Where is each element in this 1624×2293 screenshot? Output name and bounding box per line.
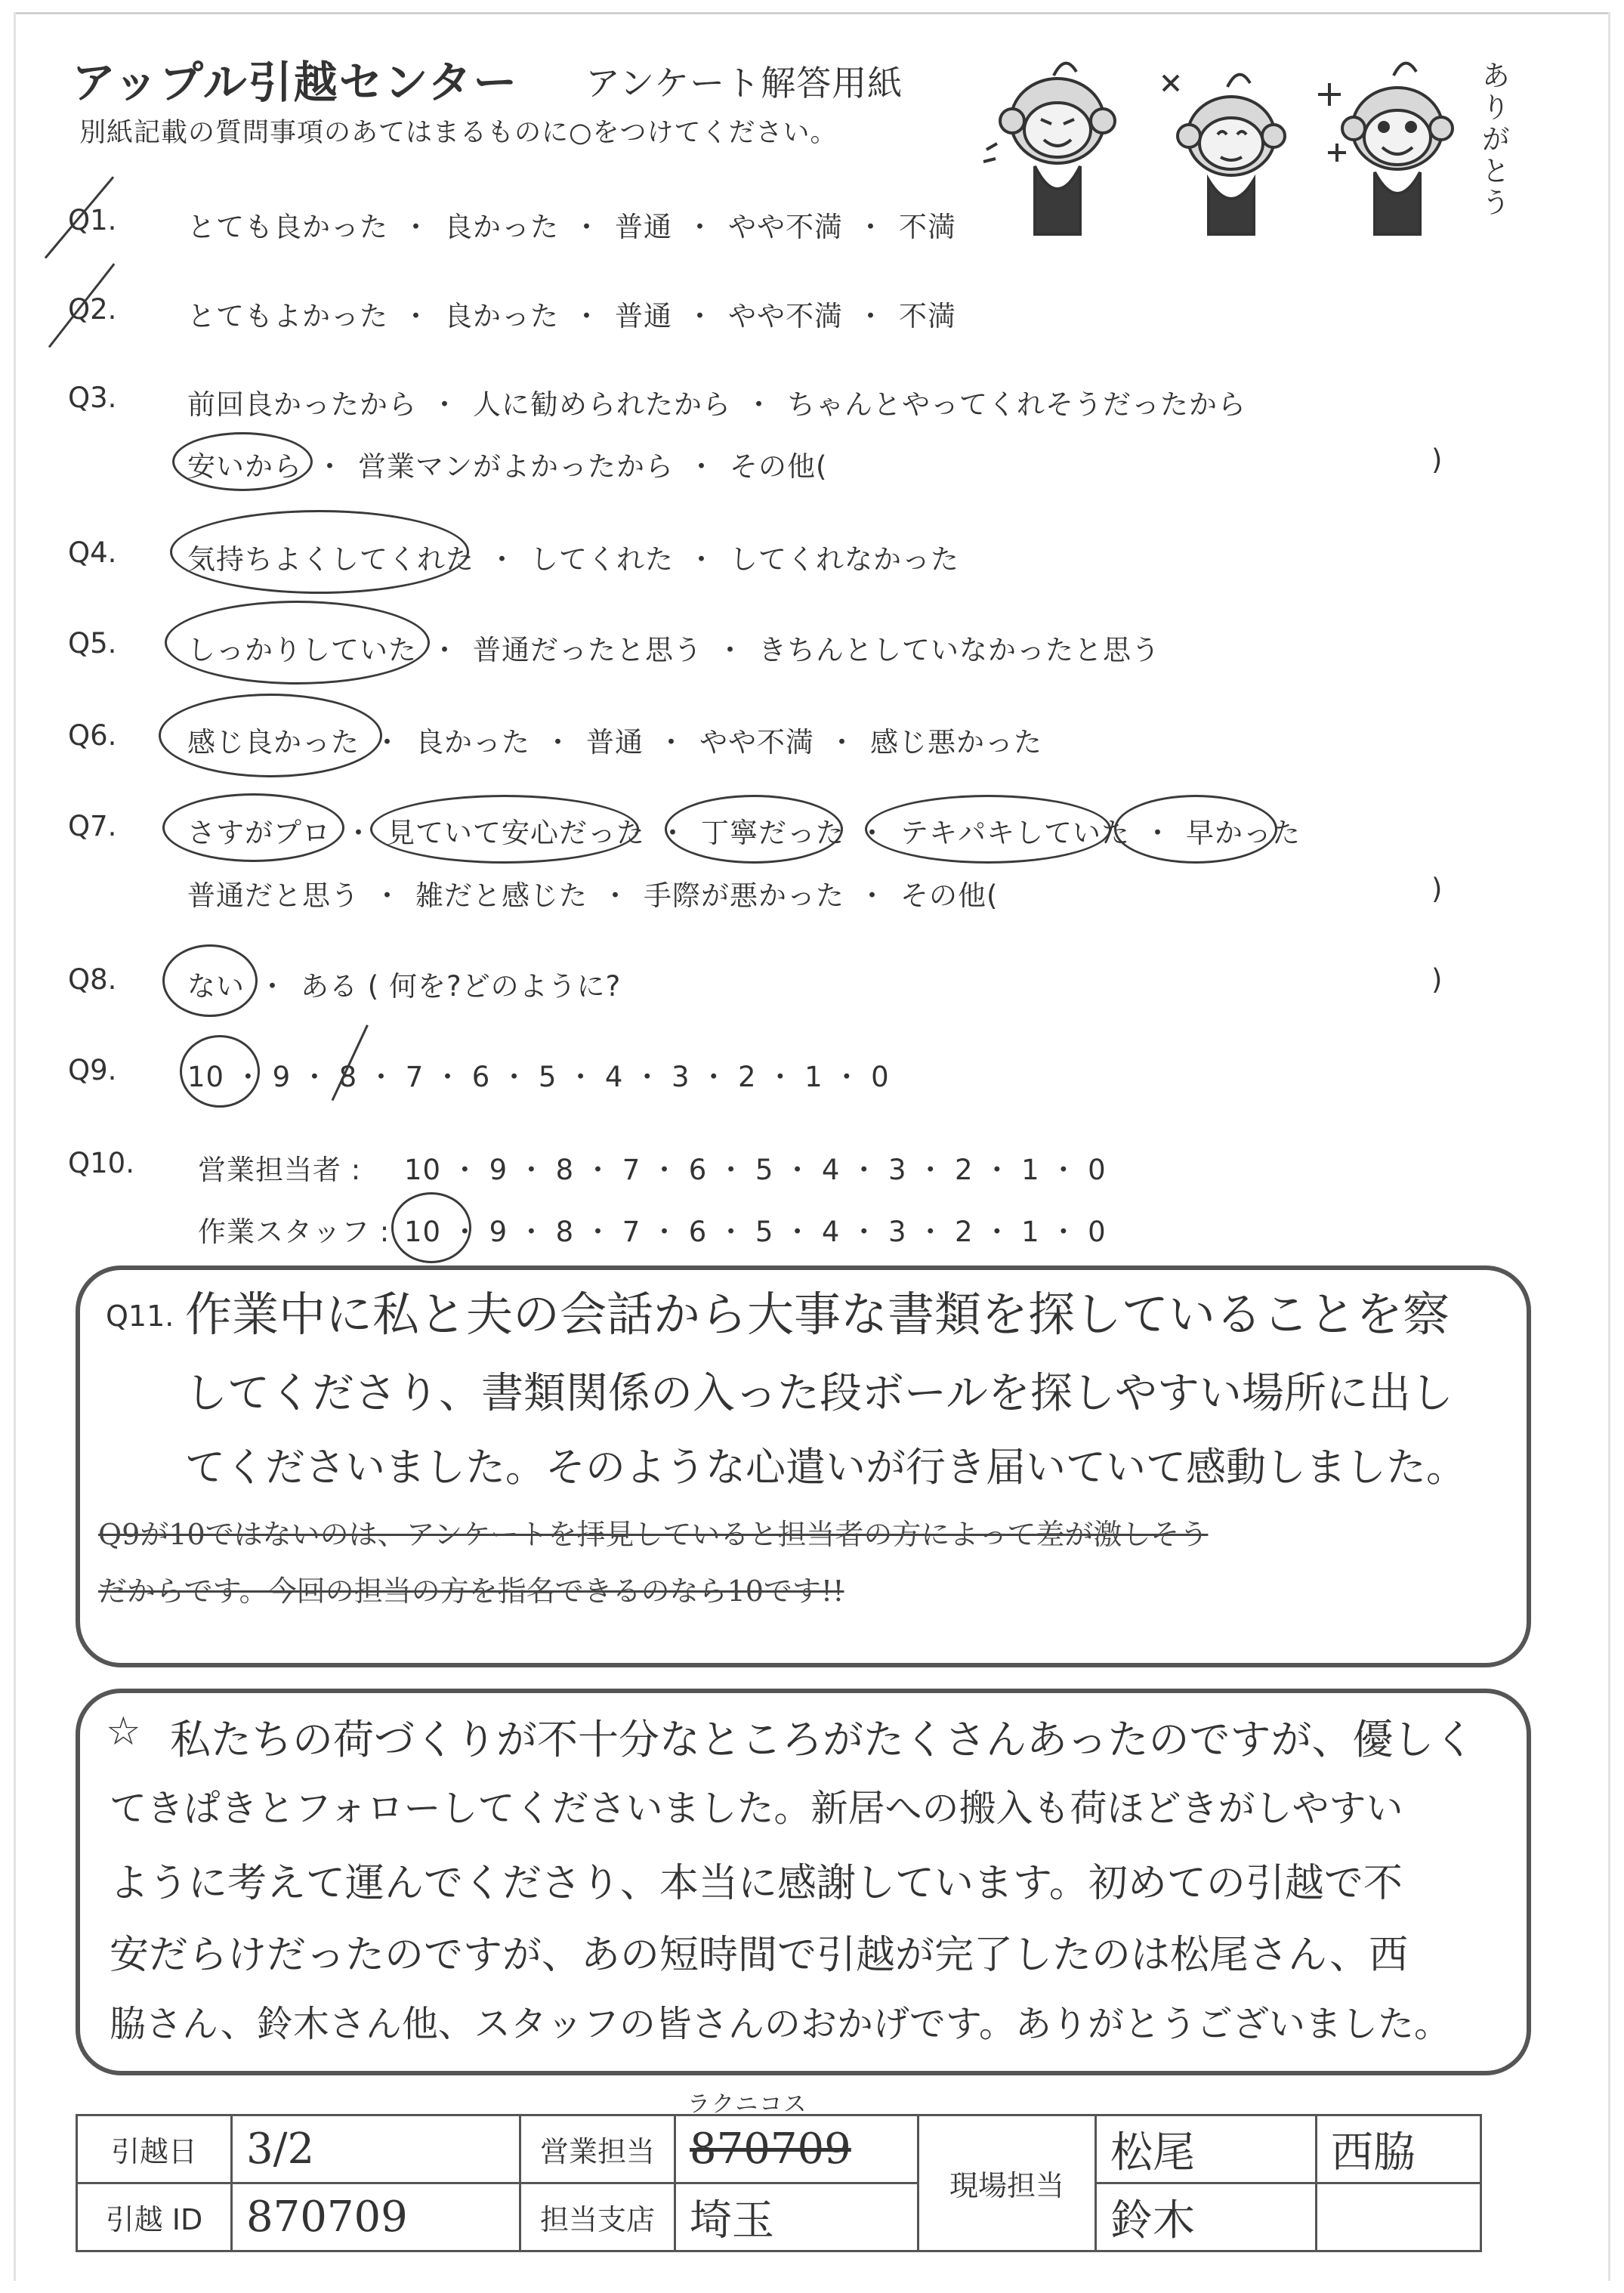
arigato-caption: ありがとう xyxy=(1477,60,1510,219)
q3-label: Q3. xyxy=(68,382,117,414)
q11-label: Q11. xyxy=(106,1299,174,1333)
q8-option[interactable]: ある ( 何を?どのように? xyxy=(301,970,622,1003)
star-mark: ☆ xyxy=(106,1709,141,1754)
site-staff-3: 鈴木 xyxy=(1096,2183,1317,2251)
comment-line-3: ように考えて運んでくださり、本当に感謝しています。初めての引越で不 xyxy=(110,1861,1403,1906)
move-id-value: 870709 xyxy=(232,2183,520,2251)
move-info-table xyxy=(76,2114,1482,2252)
q7-option[interactable]: 見ていて安心だった xyxy=(387,817,645,849)
q11-struck-line-2: だからです。今回の担当の方を指名できるのなら10です!! xyxy=(98,1575,844,1608)
comment-line-4: 安だらけだったのですが、あの短時間で引越が完了したのは松尾さん、西 xyxy=(110,1933,1409,1978)
q7-options-line1: さすがプロ ・ 見ていて安心だった ・ 丁寧だった ・ テキパキしていた ・ 早かった xyxy=(187,817,1301,849)
q6-option[interactable]: 感じ悪かった xyxy=(870,726,1042,759)
q5-label: Q5. xyxy=(68,627,117,660)
q4-option[interactable]: してくれた xyxy=(530,543,674,576)
site-staff-label: 現場担当 xyxy=(919,2115,1096,2251)
q1-option[interactable]: とても良かった xyxy=(187,211,388,243)
q2-option[interactable]: 不満 xyxy=(899,300,956,332)
q9-selected-circle xyxy=(180,1035,260,1108)
q1-option[interactable]: 普通 xyxy=(615,211,672,243)
monkey-mascots-icon xyxy=(982,45,1511,249)
q7-selected-circle-4 xyxy=(865,795,1111,864)
q7-option[interactable]: さすがプロ xyxy=(187,817,331,849)
q10-sales-label: 営業担当者 : xyxy=(198,1154,362,1186)
q8-close-paren: ) xyxy=(1431,963,1443,996)
q5-option[interactable]: 普通だったと思う xyxy=(473,634,702,666)
q3-option[interactable]: 前回良かったから xyxy=(187,388,417,421)
q2-label: Q2. xyxy=(68,293,117,326)
sales-rep-value: 870709 xyxy=(675,2115,919,2183)
q6-option[interactable]: 普通 xyxy=(586,726,644,759)
site-staff-empty xyxy=(1317,2183,1481,2251)
move-date-value: 3/2 xyxy=(232,2115,520,2183)
q1-option[interactable]: やや不満 xyxy=(728,211,843,243)
q10-staff-scale[interactable]: 10 ・ 9 ・ 8 ・ 7 ・ 6 ・ 5 ・ 4 ・ 3 ・ 2 ・ 1 ・ 0 xyxy=(404,1216,1107,1248)
q7-option[interactable]: 雑だと感じた xyxy=(415,879,588,912)
q7-option[interactable]: 普通だと思う xyxy=(187,879,360,912)
q7-option[interactable]: その他( xyxy=(900,879,999,912)
q1-option[interactable]: 不満 xyxy=(899,211,956,243)
site-staff-1: 松尾 xyxy=(1096,2115,1317,2183)
q8-label: Q8. xyxy=(68,963,117,996)
q2-option[interactable]: 良かった xyxy=(444,300,559,332)
q7-option[interactable]: 早かった xyxy=(1186,817,1301,849)
site-staff-2: 西脇 xyxy=(1317,2115,1481,2183)
q3-option[interactable]: 営業マンがよかったから xyxy=(358,450,674,483)
q2-option[interactable]: やや不満 xyxy=(728,300,843,332)
q2-option[interactable]: とてもよかった xyxy=(187,300,388,332)
q6-option[interactable]: やや不満 xyxy=(699,726,814,759)
sales-note: ラクニコス xyxy=(687,2091,808,2118)
q10-staff-selected-circle xyxy=(391,1192,471,1263)
q6-option[interactable]: 感じ良かった xyxy=(187,726,360,759)
instructions-text: 別紙記載の質問事項のあてはまるものに○をつけてください。 xyxy=(79,118,838,148)
q3-option[interactable]: 安いから xyxy=(187,450,302,483)
q7-selected-circle-5 xyxy=(1114,795,1277,864)
q8-selected-circle xyxy=(162,944,258,1017)
q4-option[interactable]: 気持ちよくしてくれた xyxy=(187,543,474,576)
company-title: アップル引越センター xyxy=(72,57,519,108)
q7-label: Q7. xyxy=(68,810,117,842)
q10-label: Q10. xyxy=(68,1147,134,1179)
q8-options: ない ・ ある ( 何を?どのように? xyxy=(187,970,622,1003)
q11-line-3: てくださいました。そのような心遣いが行き届いていて感動しました。 xyxy=(185,1445,1466,1491)
comment-line-5: 脇さん、鈴木さん他、スタッフの皆さんのおかげです。ありがとうございました。 xyxy=(110,2003,1451,2045)
q1-options: とても良かった ・ 良かった ・ 普通 ・ やや不満 ・ 不満 xyxy=(187,211,956,243)
q11-line-1: 作業中に私と夫の会話から大事な書類を探していることを察 xyxy=(185,1287,1450,1342)
q7-option[interactable]: テキパキしていた xyxy=(900,817,1130,849)
q5-options: しっかりしていた ・ 普通だったと思う ・ きちんとしていなかったと思う xyxy=(187,634,1160,666)
q10-staff-label: 作業スタッフ : xyxy=(198,1216,391,1248)
q9-scale[interactable]: 10 ・ 9 ・ 8 ・ 7 ・ 6 ・ 5 ・ 4 ・ 3 ・ 2 ・ 1 ・ 0 xyxy=(187,1061,890,1093)
page-border-right xyxy=(1608,12,1610,2281)
comment-line-1: 私たちの荷づくりが不十分なところがたくさんあったのですが、優しく xyxy=(170,1716,1475,1763)
page-border-top xyxy=(14,12,1610,14)
q3-options-line2: 安いから ・ 営業マンがよかったから ・ その他( xyxy=(187,450,828,483)
q4-label: Q4. xyxy=(68,536,117,569)
q5-selected-circle xyxy=(165,601,430,685)
q6-selected-circle xyxy=(159,694,382,777)
q7-selected-circle-1 xyxy=(162,793,344,862)
q7-selected-circle-3 xyxy=(665,795,843,864)
q9-label: Q9. xyxy=(68,1054,117,1086)
q1-option[interactable]: 良かった xyxy=(444,211,559,243)
q4-selected-circle xyxy=(170,510,469,594)
q3-options-line1: 前回良かったから ・ 人に勧められたから ・ ちゃんとやってくれそうだったから xyxy=(187,388,1246,421)
q3-option[interactable]: 人に勧められたから xyxy=(473,388,731,421)
q7-options-line2: 普通だと思う ・ 雑だと感じた ・ 手際が悪かった ・ その他( xyxy=(187,879,999,912)
q6-options: 感じ良かった ・ 良かった ・ 普通 ・ やや不満 ・ 感じ悪かった xyxy=(187,726,1042,759)
q6-option[interactable]: 良かった xyxy=(415,726,530,759)
page-border-left xyxy=(14,12,16,2281)
sheet-subtitle: アンケート解答用紙 xyxy=(585,63,903,104)
q11-struck-line-1: Q9が10ではないのは、アンケートを拝見していると担当者の方によって差が激しそう xyxy=(98,1518,1209,1551)
q7-option[interactable]: 手際が悪かった xyxy=(644,879,844,912)
q4-options: 気持ちよくしてくれた ・ してくれた ・ してくれなかった xyxy=(187,543,959,576)
q3-selected-circle xyxy=(172,432,313,491)
q7-option[interactable]: 丁寧だった xyxy=(701,817,844,849)
q5-option[interactable]: きちんとしていなかったと思う xyxy=(758,634,1160,666)
branch-label: 担当支店 xyxy=(520,2183,675,2251)
q8-option[interactable]: ない xyxy=(187,970,245,1003)
q4-option[interactable]: してくれなかった xyxy=(730,543,959,576)
move-date-label: 引越日 xyxy=(77,2115,232,2183)
q5-option[interactable]: しっかりしていた xyxy=(187,634,417,666)
q3-option[interactable]: その他( xyxy=(730,450,828,483)
q11-line-2: してくださり、書類関係の入った段ボールを探しやすい場所に出し xyxy=(185,1369,1453,1418)
q1-label: Q1. xyxy=(68,204,117,236)
q2-options: とてもよかった ・ 良かった ・ 普通 ・ やや不満 ・ 不満 xyxy=(187,300,956,332)
q10-sales-scale[interactable]: 10 ・ 9 ・ 8 ・ 7 ・ 6 ・ 5 ・ 4 ・ 3 ・ 2 ・ 1 ・ 0 xyxy=(404,1154,1107,1186)
q3-option[interactable]: ちゃんとやってくれそうだったから xyxy=(787,388,1246,421)
q3-close-paren: ) xyxy=(1431,443,1443,476)
comment-line-2: てきぱきとフォローしてくださいました。新居への搬入も荷ほどきがしやすい xyxy=(110,1787,1403,1830)
q6-label: Q6. xyxy=(68,719,117,752)
q7-selected-circle-2 xyxy=(370,795,639,864)
q7-close-paren: ) xyxy=(1431,873,1443,905)
branch-value: 埼玉 xyxy=(675,2183,919,2251)
q2-option[interactable]: 普通 xyxy=(615,300,672,332)
move-id-label: 引越 ID xyxy=(77,2183,232,2251)
sales-rep-label: 営業担当 xyxy=(520,2115,675,2183)
